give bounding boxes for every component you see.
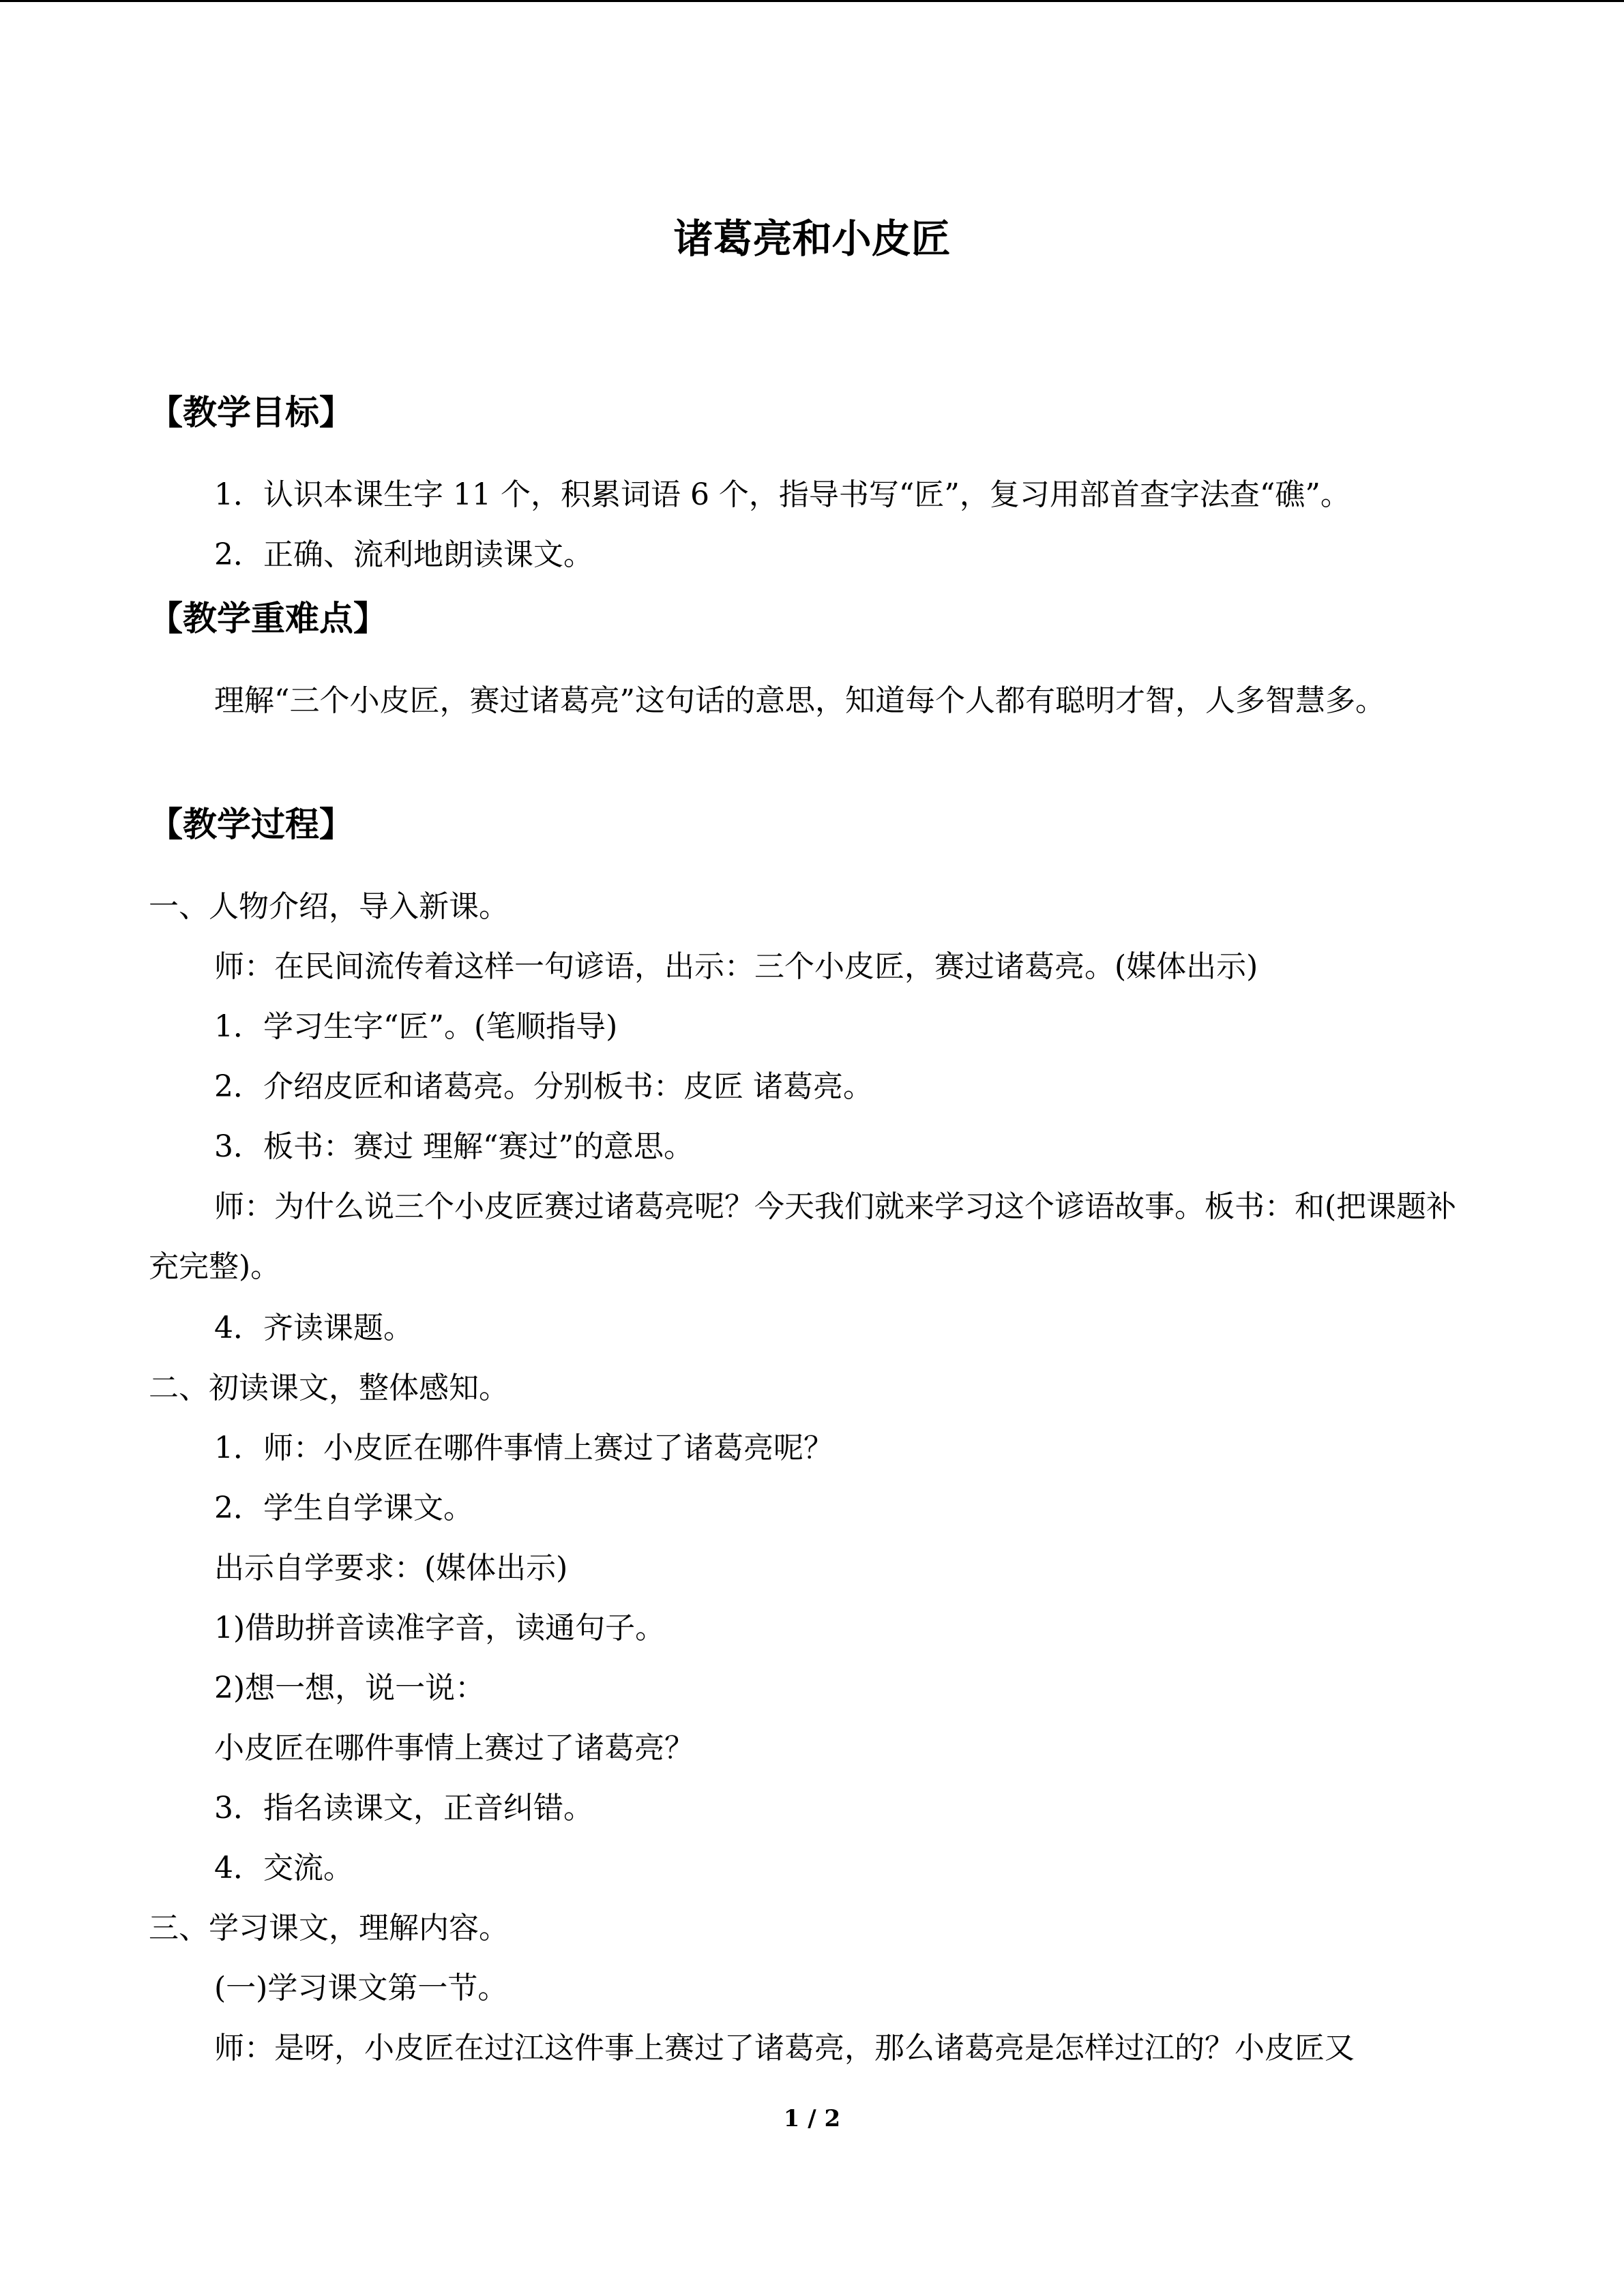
process-line: 4．齐读课题。 xyxy=(214,1311,413,1345)
goal-item: 1．认识本课生字 11 个，积累词语 6 个，指导书写“匠”，复习用部首查字法查“礁”。 xyxy=(214,477,1350,512)
process-section-title: 三、学习课文，理解内容。 xyxy=(149,1911,509,1945)
process-heading: 【教学过程】 xyxy=(149,804,353,844)
key-points-heading: 【教学重难点】 xyxy=(149,598,387,638)
page-indicator: 1 / 2 xyxy=(783,2105,841,2132)
process-line: 4．交流。 xyxy=(214,1851,353,1885)
process-line: 1．学习生字“匠”。(笔顺指导) xyxy=(214,1009,618,1044)
document-page xyxy=(149,0,1475,2296)
process-line: 3．板书：赛过 理解“赛过”的意思。 xyxy=(214,1129,694,1164)
process-subsection-title: (一)学习课文第一节。 xyxy=(214,1971,508,2006)
process-line: 1．师：小皮匠在哪件事情上赛过了诸葛亮呢？ xyxy=(214,1431,833,1465)
process-line: 2．介绍皮匠和诸葛亮。分别板书：皮匠 诸葛亮。 xyxy=(214,1069,873,1104)
process-line: 3．指名读课文，正音纠错。 xyxy=(214,1791,593,1825)
process-line: 出示自学要求：(媒体出示) xyxy=(214,1551,568,1585)
goals-heading: 【教学目标】 xyxy=(149,392,353,432)
process-paragraph: 师：为什么说三个小皮匠赛过诸葛亮呢？今天我们就来学习这个谚语故事。板书：和(把课题补充完整)。 xyxy=(149,1189,1457,1284)
document-title: 诸葛亮和小皮匠 xyxy=(673,215,951,262)
process-line: 2．学生自学课文。 xyxy=(214,1491,473,1525)
goal-item: 2．正确、流利地朗读课文。 xyxy=(214,537,593,572)
process-line: 师：在民间流传着这样一句谚语，出示：三个小皮匠，赛过诸葛亮。(媒体出示) xyxy=(214,949,1258,984)
process-line: 2)想一想，说一说： xyxy=(214,1671,486,1705)
process-line: 1)借助拼音读准字音，读通句子。 xyxy=(214,1611,666,1645)
process-section-title: 一、人物介绍，导入新课。 xyxy=(149,889,509,924)
key-points-paragraph: 理解“三个小皮匠，赛过诸葛亮”这句话的意思，知道每个人都有聪明才智，人多智慧多。 xyxy=(214,683,1385,718)
process-line: 师：是呀，小皮匠在过江这件事上赛过了诸葛亮，那么诸葛亮是怎样过江的？小皮匠又 xyxy=(214,2031,1355,2066)
process-line: 小皮匠在哪件事情上赛过了诸葛亮？ xyxy=(214,1731,694,1765)
process-section-title: 二、初读课文，整体感知。 xyxy=(149,1371,509,1405)
